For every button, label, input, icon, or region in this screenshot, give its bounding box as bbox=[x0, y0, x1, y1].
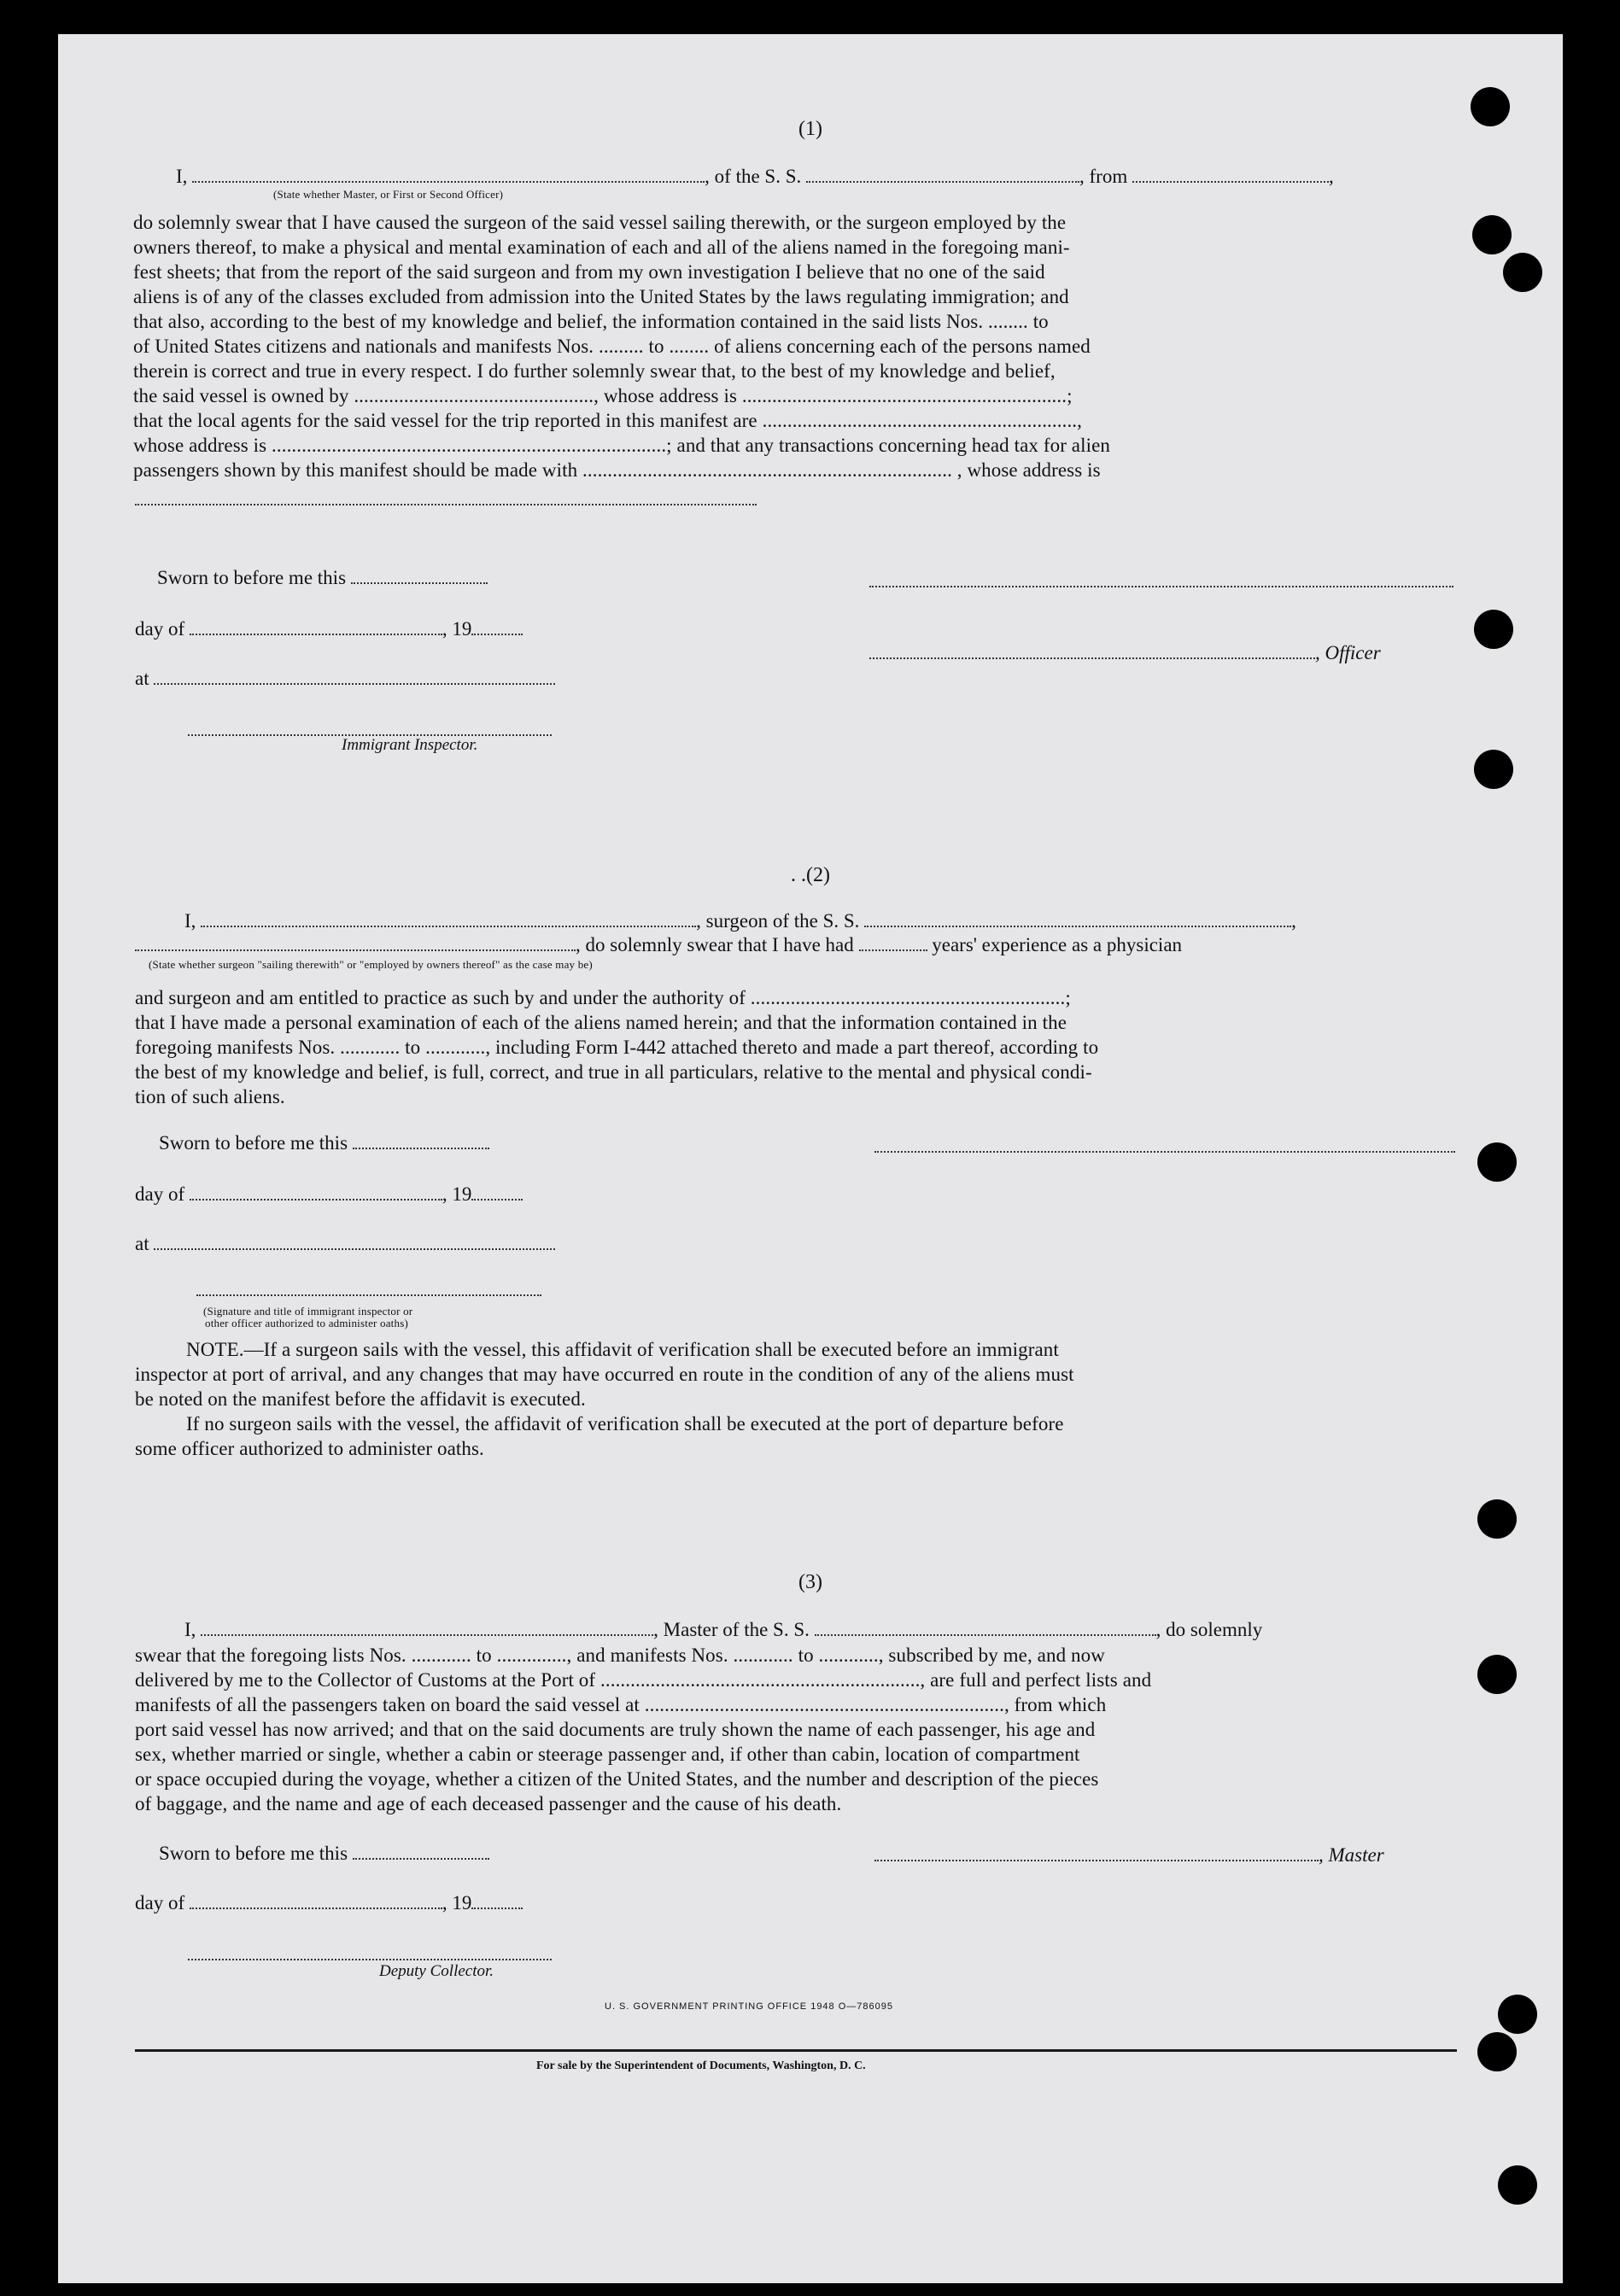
section-3-deputy: Deputy Collector. bbox=[379, 1962, 494, 1980]
section-3-master: , Master bbox=[874, 1844, 1384, 1867]
section-2-note: NOTE.—If a surgeon sails with the vessel, this affidavit of verification shall be executed before an immigrant inspector at port of arrival, and any changes that may have occurred en route in the condition of any of the aliens must be noted on the manifest before the affidavit is executed. If no surgeon sails with the vessel, the affidavit of verification shall be executed at the port of departure before some officer authorized to administer oaths. bbox=[135, 1339, 1074, 1459]
section-2-at: at bbox=[135, 1233, 555, 1255]
section-1-at: at bbox=[135, 668, 555, 690]
punch-hole bbox=[1477, 1499, 1517, 1539]
footer-rule bbox=[135, 2049, 1457, 2052]
section-1-number: (1) bbox=[798, 118, 822, 140]
section-2-body: and surgeon and am entitled to practice as such by and under the authority of ...............................................................; that I have made a personal examination of each of the aliens named herein; and that the information contained in the foregoing manifests Nos. ............ to ............, including Form I-442 attached thereto and made a part thereof, according to the best of my knowledge and belief, is full, correct, and true in all particulars, relative to the mental and physical condi- tion of such aliens. bbox=[135, 987, 1099, 1107]
punch-hole bbox=[1477, 1142, 1517, 1182]
punch-hole bbox=[1477, 2032, 1517, 2071]
section-2-oath-line: I, , surgeon of the S. S. , bbox=[184, 910, 1296, 932]
section-1-officer: , Officer bbox=[869, 642, 1381, 664]
section-3-body: swear that the foregoing lists Nos. ............ to .............., and manifests Nos. ............ to ............, subscribed by me, and now delivered by me to the Collector of Customs at the Port of ................................................................, are full and perfect lists and manifests of all the passengers taken on board the said vessel at ........................................................................, from which port said vessel has now arrived; and that on the said documents are truly shown the name of each passenger, his age and sex, whether married or single, whether a cabin or steerage passenger and, if other than cabin, location of compartment or space occupied during the voyage, whether a citizen of the United States, and the number and description of the pieces of baggage, and the name and age of each deceased passenger and the cause of his death. bbox=[135, 1645, 1152, 1814]
footer-sale-notice: For sale by the Superintendent of Documents, Washington, D. C. bbox=[536, 2059, 866, 2072]
section-1-day-of: day of , 19 bbox=[135, 618, 523, 640]
section-2-number: . .(2) bbox=[791, 864, 830, 886]
section-1-signature-line bbox=[869, 586, 1453, 587]
section-2-sworn: Sworn to before me this bbox=[159, 1132, 489, 1154]
section-2-signature-line bbox=[874, 1151, 1455, 1153]
section-2-experience-line: , do solemnly swear that I have had years' experience as a physician bbox=[135, 934, 1182, 956]
section-2-caption: (State whether surgeon "sailing therewith" or "employed by owners thereof" as the case may be) bbox=[149, 958, 593, 971]
punch-hole bbox=[1498, 2165, 1537, 2205]
punch-hole bbox=[1474, 750, 1513, 789]
section-3-sworn: Sworn to before me this bbox=[159, 1843, 489, 1865]
section-1-oath-line: I, , of the S. S. , from , bbox=[176, 166, 1334, 187]
section-1-caption: (State whether Master, or First or Second Officer) bbox=[273, 188, 504, 201]
punch-hole bbox=[1474, 610, 1513, 649]
section-1-body: do solemnly swear that I have caused the surgeon of the said vessel sailing therewith, or the surgeon employed by the owners thereof, to make a physical and mental examination of each and all of the aliens named in the foregoing mani- fest sheets; that from the report of the said surgeon and from my own investigation I believe that no one of the said aliens is of any of the classes excluded from admission into the United States by the laws regulating immigration; and that also, according to the best of my knowledge and belief, the information contained in the said lists Nos. ........ to of United States citizens and nationals and manifests Nos. ......... to ........ of aliens concerning each of the persons named therein is correct and true in every respect. I do further solemnly swear that, to the best of my knowledge and belief, the said vessel is owned by ................................................, whose address is .................................................................; that the local agents for the said vessel for the trip reported in this manifest are ..............................................................., whose address is ...............................................................................; and that any transactions concerning head tax for alien passengers shown by this manifest should be made with .......................................................................... , whose address is bbox=[133, 212, 1110, 481]
section-3-oath-line: I, , Master of the S. S. , do solemnly bbox=[184, 1619, 1263, 1640]
punch-hole bbox=[1477, 1655, 1517, 1694]
punch-hole bbox=[1472, 215, 1512, 254]
punch-hole bbox=[1498, 1995, 1537, 2034]
section-1-address-line bbox=[135, 504, 757, 505]
section-1-sworn: Sworn to before me this bbox=[157, 567, 488, 589]
gpo-imprint: U. S. GOVERNMENT PRINTING OFFICE 1948 O—786095 bbox=[605, 2001, 893, 2012]
section-3-day-of: day of , 19 bbox=[135, 1892, 523, 1914]
document-page bbox=[58, 34, 1563, 2283]
section-3-deputy-line bbox=[188, 1959, 552, 1960]
section-2-inspector-line bbox=[196, 1294, 541, 1296]
punch-hole bbox=[1503, 253, 1542, 292]
section-2-day-of: day of , 19 bbox=[135, 1183, 523, 1206]
section-2-sig-caption-1: (Signature and title of immigrant inspector or bbox=[203, 1305, 413, 1317]
section-3-number: (3) bbox=[798, 1571, 822, 1593]
section-2-sig-caption-2: other officer authorized to administer oaths) bbox=[205, 1317, 408, 1329]
section-1-inspector: Immigrant Inspector. bbox=[342, 736, 478, 754]
